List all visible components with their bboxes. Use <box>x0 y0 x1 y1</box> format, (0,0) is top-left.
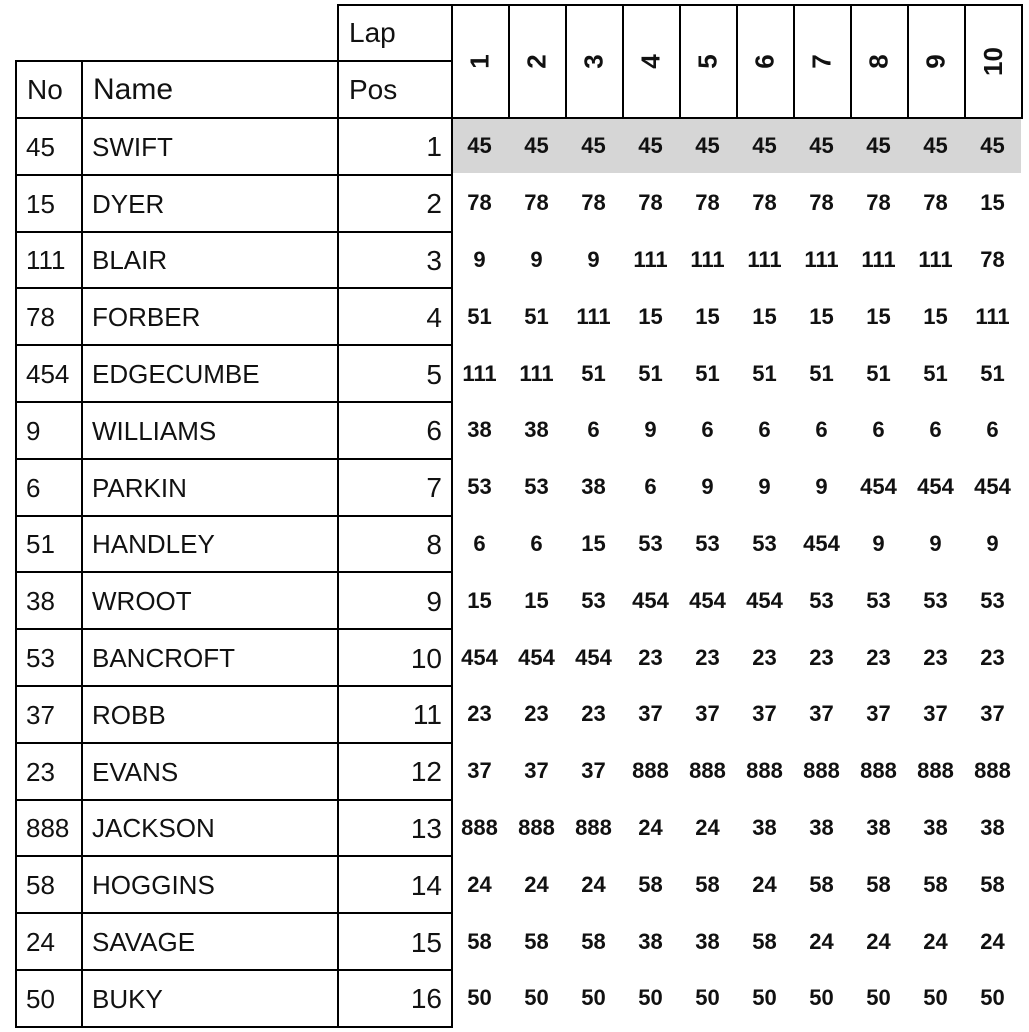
lap-position-value: 888 <box>575 814 612 840</box>
lap-position-value: 24 <box>809 928 834 954</box>
position: 6 <box>337 401 453 460</box>
lap-position-value: 78 <box>980 246 1005 272</box>
lap-position-value: 23 <box>809 644 834 670</box>
lap-position-value: 53 <box>980 587 1005 613</box>
lap-position-value: 58 <box>752 928 777 954</box>
position: 16 <box>337 969 453 1028</box>
lap-position-value: 9 <box>872 530 885 556</box>
lap-position-value: 50 <box>980 985 1005 1011</box>
lap-position-value: 53 <box>866 587 891 613</box>
lap-position-value: 111 <box>861 246 896 272</box>
lap-position-value: 78 <box>467 190 492 216</box>
lap-position-value: 53 <box>467 474 492 500</box>
lap-position-value: 6 <box>872 417 885 443</box>
lap-number-header <box>964 4 1023 119</box>
lap-position-value: 58 <box>695 871 720 897</box>
position: 4 <box>337 287 453 346</box>
lap-position-value: 50 <box>809 985 834 1011</box>
lap-position-value: 454 <box>746 587 783 613</box>
lap-position-value: 111 <box>747 246 782 272</box>
driver-name: HANDLEY <box>81 515 339 574</box>
driver-name: WROOT <box>81 571 339 630</box>
lap-position-value: 53 <box>923 587 948 613</box>
lap-position-value: 45 <box>980 133 1005 159</box>
lap-position-value: 6 <box>530 530 543 556</box>
car-number: 51 <box>15 515 83 574</box>
name-header: Name <box>81 60 339 119</box>
lap-position-value: 45 <box>866 133 891 159</box>
lap-position-value: 38 <box>752 814 777 840</box>
lap-position-value: 50 <box>581 985 606 1011</box>
lap-position-value: 78 <box>695 190 720 216</box>
car-number: 53 <box>15 628 83 687</box>
lap-number-label: 3 <box>579 54 609 69</box>
driver-name: SAVAGE <box>81 912 339 971</box>
lap-position-value: 50 <box>695 985 720 1011</box>
car-number: 24 <box>15 912 83 971</box>
lap-number-header <box>451 4 510 119</box>
lap-number-header <box>850 4 909 119</box>
lap-position-value: 51 <box>923 360 948 386</box>
lap-number-header <box>622 4 681 119</box>
lap-position-value: 23 <box>752 644 777 670</box>
lap-position-value: 454 <box>803 530 840 556</box>
lap-position-value: 24 <box>581 871 606 897</box>
lap-position-value: 454 <box>860 474 897 500</box>
position: 10 <box>337 628 453 687</box>
lap-position-value: 38 <box>980 814 1005 840</box>
lap-position-value: 45 <box>467 133 492 159</box>
lap-position-value: 45 <box>923 133 948 159</box>
lap-position-value: 888 <box>803 758 840 784</box>
lap-position-value: 888 <box>461 814 498 840</box>
lap-position-value: 37 <box>866 701 891 727</box>
lap-position-value: 9 <box>644 417 657 443</box>
position: 7 <box>337 458 453 517</box>
lap-number-header <box>793 4 852 119</box>
lap-position-value: 111 <box>519 360 554 386</box>
position: 12 <box>337 742 453 801</box>
no-header: No <box>15 60 83 119</box>
lap-position-value: 15 <box>695 303 720 329</box>
lap-position-value: 50 <box>467 985 492 1011</box>
lap-position-value: 9 <box>473 246 486 272</box>
lap-position-value: 9 <box>815 474 828 500</box>
driver-name: ROBB <box>81 685 339 744</box>
lap-position-value: 23 <box>695 644 720 670</box>
lap-position-value: 78 <box>752 190 777 216</box>
lap-position-value: 50 <box>638 985 663 1011</box>
lap-position-value: 111 <box>975 303 1010 329</box>
lap-position-value: 15 <box>752 303 777 329</box>
lap-position-value: 45 <box>752 133 777 159</box>
position: 14 <box>337 855 453 914</box>
lap-position-value: 9 <box>587 246 600 272</box>
lap-position-value: 454 <box>632 587 669 613</box>
car-number: 9 <box>15 401 83 460</box>
lap-position-value: 38 <box>467 417 492 443</box>
lap-position-value: 51 <box>752 360 777 386</box>
car-number: 111 <box>15 231 83 290</box>
lap-position-value: 37 <box>638 701 663 727</box>
driver-name: BLAIR <box>81 231 339 290</box>
lap-position-value: 51 <box>866 360 891 386</box>
driver-name: WILLIAMS <box>81 401 339 460</box>
position: 1 <box>337 117 453 176</box>
car-number: 37 <box>15 685 83 744</box>
lap-position-value: 78 <box>866 190 891 216</box>
lap-position-value: 38 <box>809 814 834 840</box>
lap-position-value: 6 <box>644 474 657 500</box>
lap-position-value: 58 <box>638 871 663 897</box>
lap-position-value: 15 <box>638 303 663 329</box>
lap-number-label: 7 <box>807 54 837 69</box>
lap-position-value: 888 <box>860 758 897 784</box>
lap-position-value: 37 <box>581 758 606 784</box>
lap-position-value: 111 <box>633 246 668 272</box>
driver-name: BUKY <box>81 969 339 1028</box>
lap-position-value: 37 <box>980 701 1005 727</box>
lap-position-value: 454 <box>518 644 555 670</box>
car-number: 888 <box>15 799 83 858</box>
lap-position-value: 23 <box>467 701 492 727</box>
lap-position-value: 51 <box>524 303 549 329</box>
lap-number-label: 2 <box>522 54 552 69</box>
driver-name: JACKSON <box>81 799 339 858</box>
lap-number-label: 1 <box>465 54 495 69</box>
lap-position-value: 45 <box>695 133 720 159</box>
lap-position-value: 37 <box>524 758 549 784</box>
lap-position-value: 6 <box>815 417 828 443</box>
lap-position-value: 45 <box>581 133 606 159</box>
lap-number-header <box>565 4 624 119</box>
lap-header: Lap <box>337 4 453 62</box>
lap-position-value: 23 <box>980 644 1005 670</box>
lap-position-value: 45 <box>524 133 549 159</box>
lap-position-value: 15 <box>923 303 948 329</box>
lap-position-value: 6 <box>587 417 600 443</box>
lap-position-value: 111 <box>690 246 725 272</box>
lap-position-value: 111 <box>462 360 497 386</box>
lap-position-value: 888 <box>632 758 669 784</box>
lap-position-value: 454 <box>575 644 612 670</box>
lap-number-header <box>736 4 795 119</box>
lap-position-value: 78 <box>638 190 663 216</box>
lap-position-value: 888 <box>974 758 1011 784</box>
lap-number-label: 6 <box>750 54 780 69</box>
lap-position-value: 51 <box>980 360 1005 386</box>
lap-number-header <box>679 4 738 119</box>
lap-position-value: 53 <box>581 587 606 613</box>
lap-number-label: 5 <box>693 54 723 69</box>
lap-position-value: 78 <box>809 190 834 216</box>
lap-position-value: 45 <box>638 133 663 159</box>
lap-position-value: 888 <box>689 758 726 784</box>
lap-position-value: 9 <box>986 530 999 556</box>
lap-position-value: 111 <box>576 303 611 329</box>
driver-name: SWIFT <box>81 117 339 176</box>
lap-position-value: 53 <box>752 530 777 556</box>
lap-position-value: 9 <box>758 474 771 500</box>
lap-position-value: 38 <box>695 928 720 954</box>
lap-number-label: 8 <box>864 54 894 69</box>
driver-name: EVANS <box>81 742 339 801</box>
car-number: 23 <box>15 742 83 801</box>
lap-position-value: 15 <box>866 303 891 329</box>
car-number: 45 <box>15 117 83 176</box>
lap-position-value: 58 <box>980 871 1005 897</box>
driver-name: DYER <box>81 174 339 233</box>
position: 13 <box>337 799 453 858</box>
position: 9 <box>337 571 453 630</box>
car-number: 78 <box>15 287 83 346</box>
lap-position-value: 58 <box>524 928 549 954</box>
lap-position-value: 111 <box>918 246 953 272</box>
lap-position-value: 888 <box>518 814 555 840</box>
lap-position-value: 50 <box>866 985 891 1011</box>
driver-name: HOGGINS <box>81 855 339 914</box>
lap-position-value: 51 <box>581 360 606 386</box>
lap-position-value: 23 <box>638 644 663 670</box>
lap-number-header <box>508 4 567 119</box>
lap-position-value: 38 <box>923 814 948 840</box>
lap-position-value: 15 <box>980 190 1005 216</box>
car-number: 58 <box>15 855 83 914</box>
lap-number-header <box>907 4 966 119</box>
lap-position-value: 454 <box>917 474 954 500</box>
lap-position-value: 37 <box>809 701 834 727</box>
lap-position-value: 51 <box>638 360 663 386</box>
lap-position-value: 24 <box>638 814 663 840</box>
lap-position-value: 53 <box>809 587 834 613</box>
lap-position-value: 24 <box>923 928 948 954</box>
lap-position-value: 45 <box>809 133 834 159</box>
lap-position-value: 24 <box>467 871 492 897</box>
lap-number-label: 10 <box>977 47 1008 76</box>
position: 3 <box>337 231 453 290</box>
lap-position-value: 15 <box>467 587 492 613</box>
lap-position-value: 38 <box>524 417 549 443</box>
lap-position-value: 58 <box>923 871 948 897</box>
lap-position-value: 37 <box>695 701 720 727</box>
lap-position-value: 6 <box>758 417 771 443</box>
lap-position-value: 15 <box>581 530 606 556</box>
lap-position-value: 37 <box>467 758 492 784</box>
lap-position-value: 6 <box>473 530 486 556</box>
lap-position-value: 454 <box>689 587 726 613</box>
car-number: 50 <box>15 969 83 1028</box>
lap-position-value: 38 <box>866 814 891 840</box>
lap-position-value: 24 <box>524 871 549 897</box>
driver-name: BANCROFT <box>81 628 339 687</box>
lap-position-value: 53 <box>695 530 720 556</box>
lap-position-value: 37 <box>752 701 777 727</box>
lap-position-value: 51 <box>695 360 720 386</box>
lap-position-value: 51 <box>809 360 834 386</box>
lap-position-value: 51 <box>467 303 492 329</box>
lap-position-value: 50 <box>752 985 777 1011</box>
lap-position-value: 15 <box>809 303 834 329</box>
lap-position-value: 24 <box>752 871 777 897</box>
lap-position-value: 24 <box>980 928 1005 954</box>
pos-header: Pos <box>337 60 453 119</box>
lap-number-label: 4 <box>636 54 666 69</box>
lap-position-value: 78 <box>923 190 948 216</box>
lap-position-value: 454 <box>461 644 498 670</box>
lap-position-value: 78 <box>524 190 549 216</box>
lap-position-value: 23 <box>923 644 948 670</box>
lap-position-value: 9 <box>530 246 543 272</box>
lap-position-value: 23 <box>866 644 891 670</box>
lap-position-value: 6 <box>986 417 999 443</box>
lap-position-value: 6 <box>701 417 714 443</box>
lap-position-value: 454 <box>974 474 1011 500</box>
lap-position-value: 58 <box>809 871 834 897</box>
lap-position-value: 58 <box>467 928 492 954</box>
lap-position-value: 24 <box>866 928 891 954</box>
lap-position-value: 78 <box>581 190 606 216</box>
lap-position-value: 38 <box>581 474 606 500</box>
lap-position-value: 24 <box>695 814 720 840</box>
car-number: 38 <box>15 571 83 630</box>
driver-name: FORBER <box>81 287 339 346</box>
lap-position-value: 6 <box>929 417 942 443</box>
lap-position-value: 58 <box>866 871 891 897</box>
lap-position-value: 9 <box>701 474 714 500</box>
lap-position-value: 888 <box>746 758 783 784</box>
position: 11 <box>337 685 453 744</box>
lap-position-value: 53 <box>638 530 663 556</box>
car-number: 6 <box>15 458 83 517</box>
lap-position-value: 23 <box>581 701 606 727</box>
lap-position-value: 37 <box>923 701 948 727</box>
lap-position-value: 58 <box>581 928 606 954</box>
lap-position-value: 50 <box>923 985 948 1011</box>
lap-position-value: 9 <box>929 530 942 556</box>
lap-position-value: 23 <box>524 701 549 727</box>
position: 15 <box>337 912 453 971</box>
driver-name: EDGECUMBE <box>81 344 339 403</box>
position: 5 <box>337 344 453 403</box>
lap-position-value: 38 <box>638 928 663 954</box>
lap-position-value: 50 <box>524 985 549 1011</box>
lap-position-value: 888 <box>917 758 954 784</box>
lap-position-value: 111 <box>804 246 839 272</box>
position: 8 <box>337 515 453 574</box>
lap-position-value: 53 <box>524 474 549 500</box>
driver-name: PARKIN <box>81 458 339 517</box>
position: 2 <box>337 174 453 233</box>
car-number: 15 <box>15 174 83 233</box>
lap-position-value: 15 <box>524 587 549 613</box>
car-number: 454 <box>15 344 83 403</box>
lap-number-label: 9 <box>921 54 951 69</box>
